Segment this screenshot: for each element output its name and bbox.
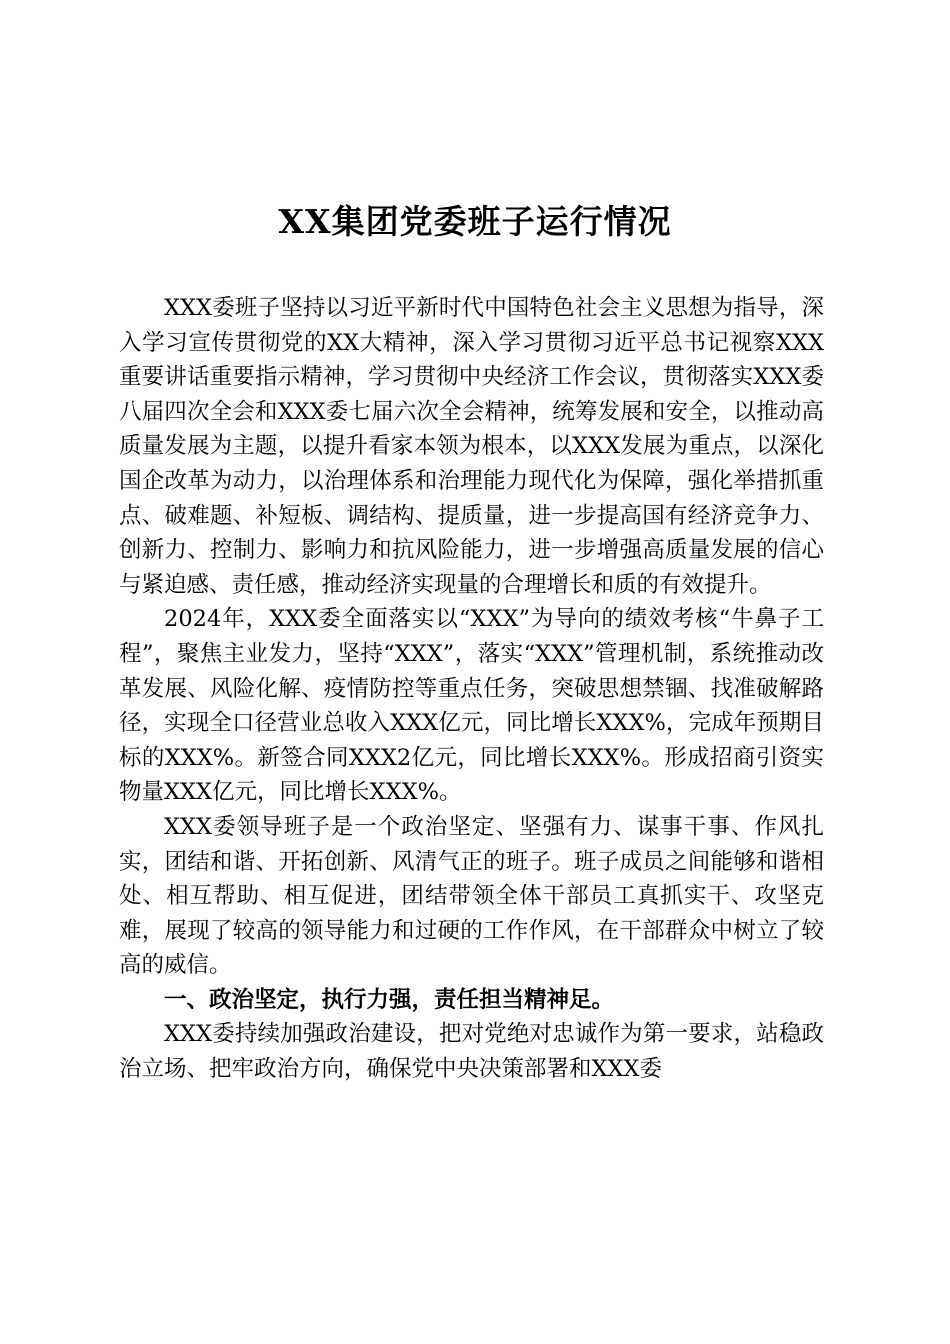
body-paragraph: 2024年，XXX委全面落实以“XXX”为导向的绩效考核“牛鼻子工程”，聚焦主业发力，坚持“XXX”，落实“XXX”管理机制，系统推动改革发展、风险化解、疫情防控等重点任务，突破思想禁锢、找准破解路径，实现全口径营业总收入XXX亿元，同比增长XXX%，完成年预期目标的XXX%。新签合同XXX2亿元，同比增长XXX%。形成招商引资实物量XXX亿元，同比增长XXX%。 <box>119 606 824 806</box>
document-title: XX集团党委班子运行情况 <box>278 202 672 241</box>
body-paragraph: XXX委领导班子是一个政治坚定、坚强有力、谋事干事、作风扎实，团结和谐、开拓创新、风清气正的班子。班子成员之间能够和谐相处、相互帮助、相互促进，团结带领全体干部员工真抓实干、攻坚克难，展现了较高的领导能力和过硬的工作作风，在干部群众中树立了较高的威信。 <box>119 813 824 979</box>
section-heading: 一、政治坚定，执行力强，责任担当精神足。 <box>164 986 615 1013</box>
body-paragraph: XXX委持续加强政治建设，把对党绝对忠诚作为第一要求，站稳政治立场、把牢政治方向，确保党中央决策部署和XXX委 <box>119 1021 824 1083</box>
document-body <box>119 291 824 1087</box>
body-paragraph: XXX委班子坚持以习近平新时代中国特色社会主义思想为指导，深入学习宣传贯彻党的XX大精神，深入学习贯彻习近平总书记视察XXX重要讲话重要指示精神，学习贯彻中央经济工作会议，贯彻落实XXX委八届四次全会和XXX委七届六次全会精神，统筹发展和安全，以推动高质量发展为主题，以提升看家本领为根本，以XXX发展为重点，以深化国企改革为动力，以治理体系和治理能力现代化为保障，强化举措抓重点、破难题、补短板、调结构、提质量，进一步提高国有经济竞争力、创新力、控制力、影响力和抗风险能力，进一步增强高质量发展的信心与紧迫感、责任感，推动经济实现量的合理增长和质的有效提升。 <box>119 295 824 598</box>
